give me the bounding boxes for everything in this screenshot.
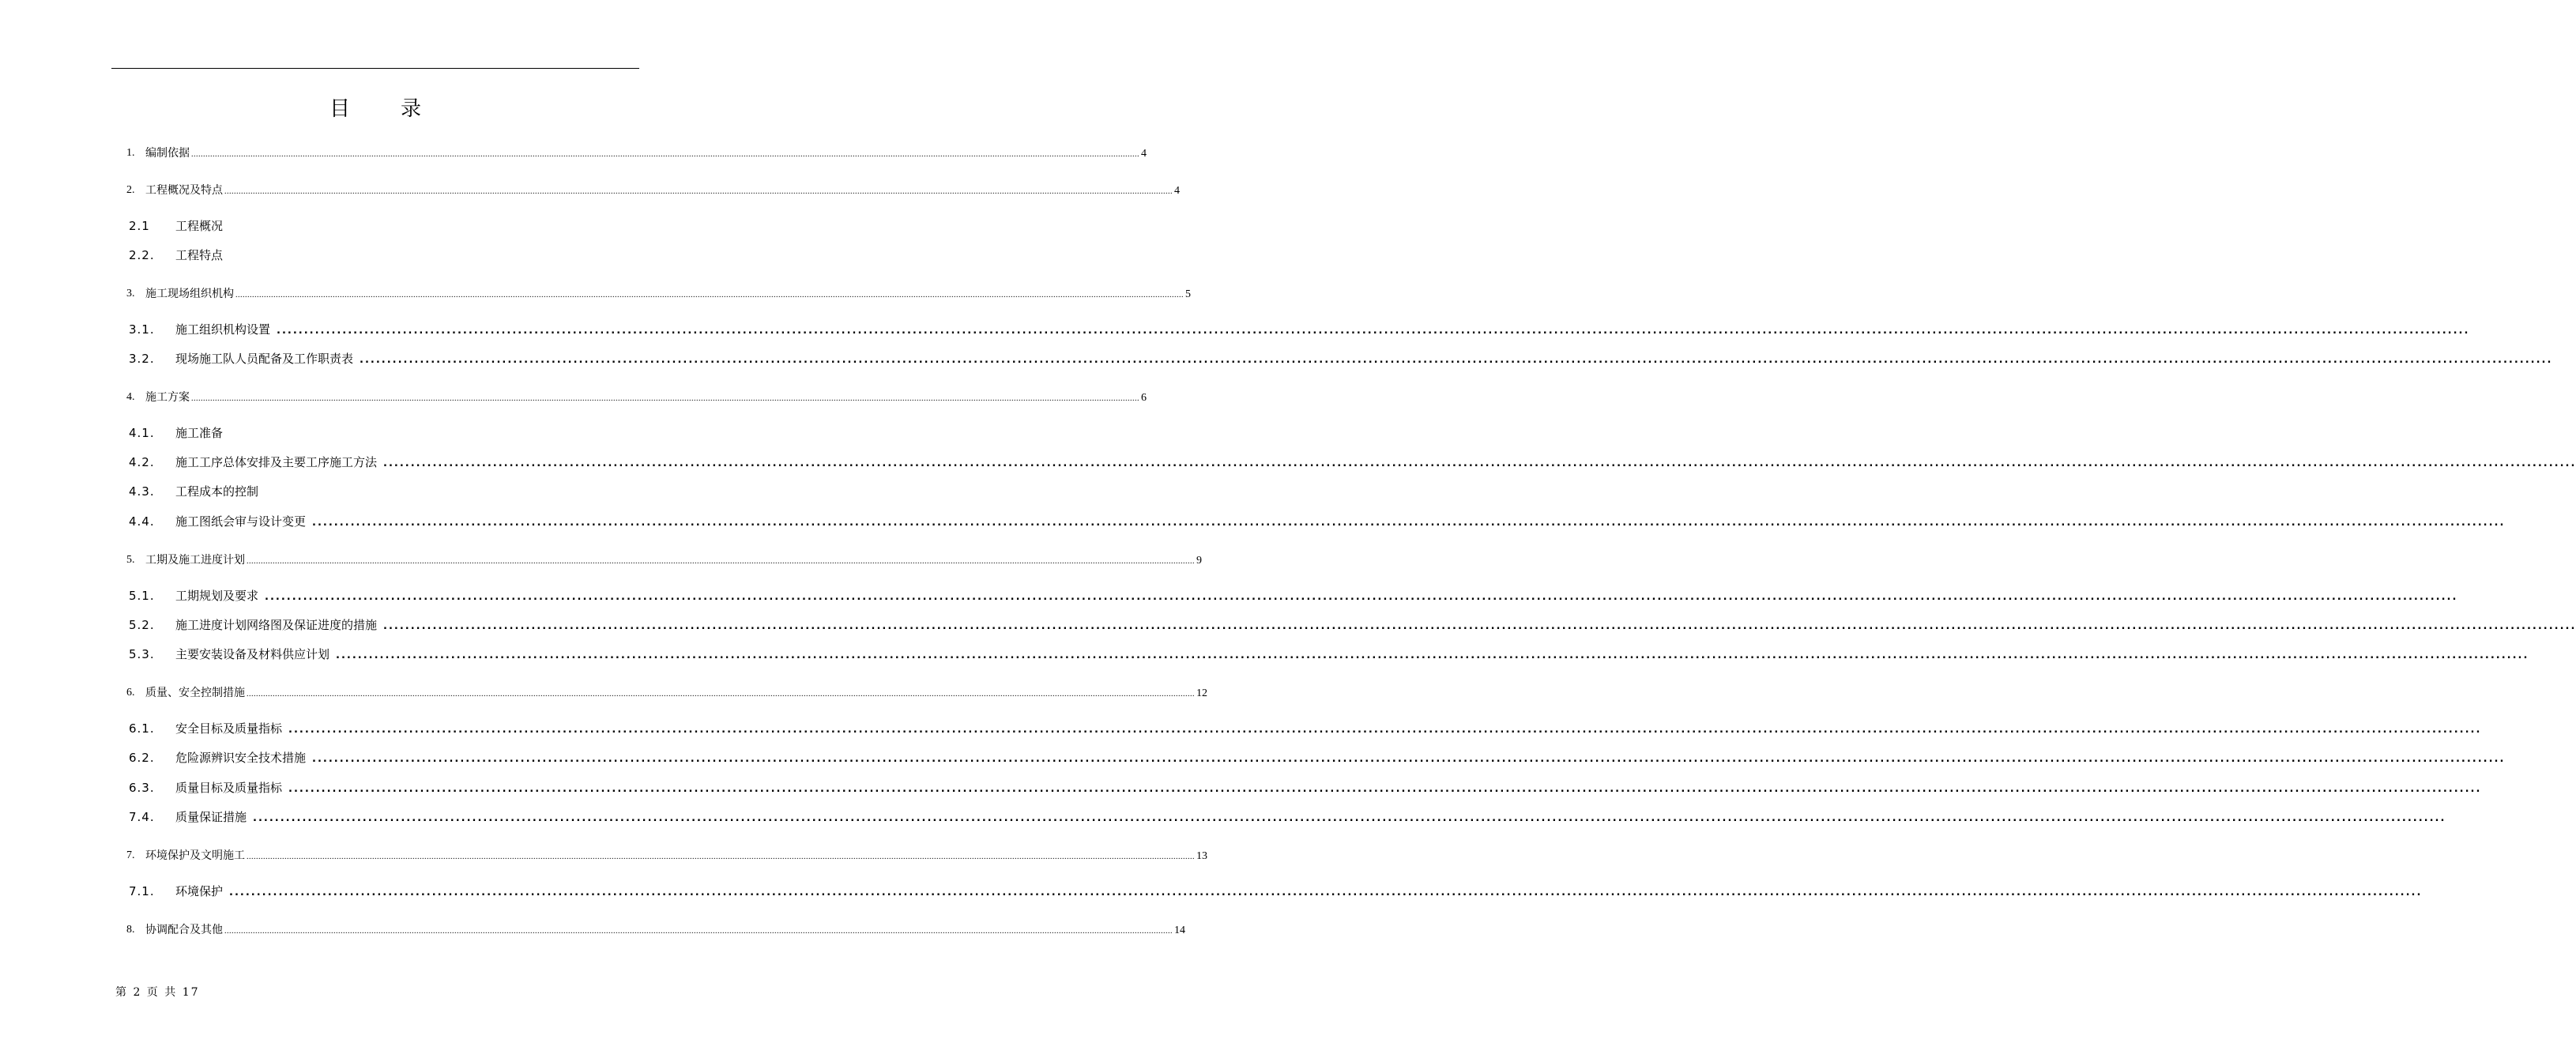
toc-entry-number: 2. xyxy=(126,184,135,196)
toc-leader-dots: ................................................................................................................................................................................................................................................................................................................................................................................................................ xyxy=(383,620,2576,632)
page-footer: 第 2 页 共 17 xyxy=(115,986,200,999)
toc-leader-dots: ................................................................................................................................................................................................................................................................................................................................................................................................................ xyxy=(247,853,1195,861)
toc-entry-label: 工期及施工进度计划 xyxy=(145,554,245,567)
toc-title-char-1: 目 xyxy=(329,97,350,121)
toc-entry-page: 5 xyxy=(1185,288,1191,300)
toc-entry-page: 14 xyxy=(1174,925,1185,936)
toc-entry-label: 施工组织机构设置 xyxy=(175,322,271,337)
toc-entry-label: 工程成本的控制 xyxy=(175,484,259,499)
toc-leader-dots: ................................................................................................................................................................................................................................................................................................................................................................................................................ xyxy=(277,325,2470,337)
toc-leader-dots: ................................................................................................................................................................................................................................................................................................................................................................................................................ xyxy=(312,517,2506,529)
toc-entry-label: 现场施工队人员配备及工作职责表 xyxy=(175,352,354,366)
toc-leader-dots: ................................................................................................................................................................................................................................................................................................................................................................................................................ xyxy=(288,783,2482,795)
toc-leader-dots: ................................................................................................................................................................................................................................................................................................................................................................................................................ xyxy=(224,187,1173,196)
toc-entry-label: 施工准备 xyxy=(175,426,224,440)
toc-entry-label: 工期规划及要求 xyxy=(175,589,259,603)
toc-entry-page: 13 xyxy=(1196,850,1207,862)
toc-leader-dots: ................................................................................................................................................................................................................................................................................................................................................................................................................ xyxy=(265,591,2458,603)
toc-entry-number: 8. xyxy=(126,924,135,936)
toc-entry-label: 施工进度计划网络图及保证进度的措施 xyxy=(175,618,378,632)
toc-leader-dots: ................................................................................................................................................................................................................................................................................................................................................................................................................ xyxy=(383,458,2576,469)
toc-leader-dots: ................................................................................................................................................................................................................................................................................................................................................................................................................ xyxy=(191,150,1139,159)
toc-leader-dots: ................................................................................................................................................................................................................................................................................................................................................................................................................ xyxy=(229,887,2423,898)
toc-entry-label: 施工方案 xyxy=(145,391,190,404)
toc-leader-dots: ................................................................................................................................................................................................................................................................................................................................................................................................................ xyxy=(288,724,2482,736)
toc-entry-page: 6 xyxy=(1141,392,1147,404)
toc-entry-number: 7.1. xyxy=(129,884,155,898)
toc-entry-label: 工程概况及特点 xyxy=(145,184,223,197)
toc-entry-page: 9 xyxy=(1196,555,1202,567)
header-rule xyxy=(111,68,639,69)
toc-entry-label: 环境保护 xyxy=(175,884,224,898)
toc-leader-dots: ................................................................................................................................................................................................................................................................................................................................................................................................................ xyxy=(224,927,1173,936)
toc-entry-number: 2.2. xyxy=(129,248,155,262)
toc-entry-number: 6.3. xyxy=(129,781,155,795)
toc-entry-label: 协调配合及其他 xyxy=(145,924,223,936)
toc-entry-page: 4 xyxy=(1174,185,1180,197)
toc-entry-number: 4. xyxy=(126,391,135,403)
toc-entry-number: 7. xyxy=(126,849,135,861)
toc-entry-label: 质量、安全控制措施 xyxy=(145,687,245,699)
toc-entry-number: 3.1. xyxy=(129,322,155,337)
toc-entry-number: 7.4. xyxy=(129,810,155,824)
toc-entry-label: 质量目标及质量指标 xyxy=(175,781,283,795)
toc-entry-label: 施工图纸会审与设计变更 xyxy=(175,514,307,529)
toc-leader-dots: ................................................................................................................................................................................................................................................................................................................................................................................................................ xyxy=(235,291,1184,299)
toc-entry-label: 施工现场组织机构 xyxy=(145,288,234,300)
toc-leader-dots: ................................................................................................................................................................................................................................................................................................................................................................................................................ xyxy=(312,753,2506,765)
toc-entry-number: 3. xyxy=(126,288,135,299)
toc-entry-number: 6.2. xyxy=(129,751,155,765)
toc-title-char-2: 录 xyxy=(401,97,422,121)
toc-entry-number: 6. xyxy=(126,687,135,699)
toc-entry-label: 工程概况 xyxy=(175,219,224,233)
toc-entry-label: 质量保证措施 xyxy=(175,810,247,824)
toc-entry-number: 6.1. xyxy=(129,721,155,736)
toc-entry-number: 5. xyxy=(126,554,135,566)
toc-entry-number: 1. xyxy=(126,147,135,159)
toc-entry-number: 5.2. xyxy=(129,618,155,632)
toc-entry-number: 5.1. xyxy=(129,589,155,603)
toc-entry-label: 主要安装设备及材料供应计划 xyxy=(175,647,330,661)
toc-entry-number: 4.3. xyxy=(129,484,155,499)
toc-entry-label: 编制依据 xyxy=(145,147,190,160)
toc-entry-number: 2.1 xyxy=(129,219,150,233)
toc-leader-dots: ................................................................................................................................................................................................................................................................................................................................................................................................................ xyxy=(191,394,1139,403)
toc-title xyxy=(0,93,751,125)
toc-entry-label: 安全目标及质量指标 xyxy=(175,721,283,736)
toc-entry-number: 5.3. xyxy=(129,647,155,661)
toc-entry-page: 12 xyxy=(1196,687,1207,699)
toc-leader-dots: ................................................................................................................................................................................................................................................................................................................................................................................................................ xyxy=(247,690,1195,699)
toc-entry-number: 4.1. xyxy=(129,426,155,440)
toc-entry-number: 4.2. xyxy=(129,455,155,469)
toc-leader-dots: ................................................................................................................................................................................................................................................................................................................................................................................................................ xyxy=(247,557,1195,566)
toc-entry-label: 施工工序总体安排及主要工序施工方法 xyxy=(175,455,378,469)
toc-entry-number: 4.4. xyxy=(129,514,155,529)
toc-leader-dots: ................................................................................................................................................................................................................................................................................................................................................................................................................ xyxy=(360,354,2553,366)
toc-entry-label: 环境保护及文明施工 xyxy=(145,849,245,862)
toc-leader-dots: ................................................................................................................................................................................................................................................................................................................................................................................................................ xyxy=(336,650,2529,661)
toc-entry-number: 3.2. xyxy=(129,352,155,366)
toc-leader-dots: ................................................................................................................................................................................................................................................................................................................................................................................................................ xyxy=(253,812,2446,824)
toc-entry-page: 4 xyxy=(1141,148,1147,160)
toc-entry-label: 危险源辨识安全技术措施 xyxy=(175,751,307,765)
toc-entry-label: 工程特点 xyxy=(175,248,224,262)
